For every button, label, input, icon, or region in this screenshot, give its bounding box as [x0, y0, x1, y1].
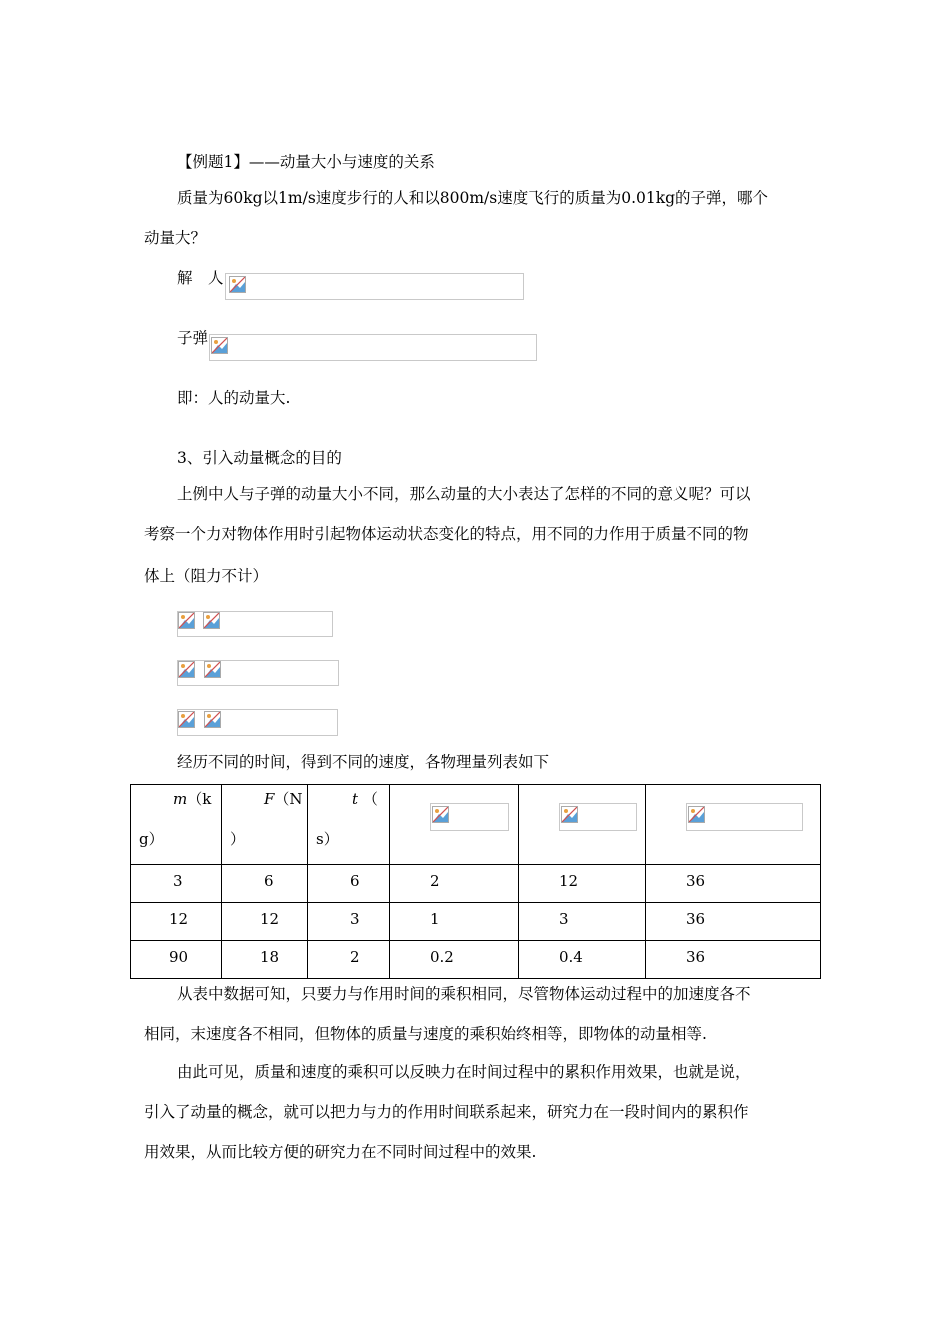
header-cell-image-b — [519, 785, 646, 865]
table-cell — [222, 941, 308, 979]
table-cell — [222, 865, 308, 903]
table-cell — [308, 941, 390, 979]
conclusion-p1-line-2: 相同，末速度各不相同，但物体的质量与速度的乘积始终相等，即物体的动量相等. — [144, 1025, 707, 1043]
formula-image-person — [225, 273, 524, 300]
table-row — [131, 865, 821, 903]
table-cell — [390, 903, 519, 941]
header-unit-part: ） — [230, 830, 246, 848]
broken-image-icon — [204, 661, 221, 678]
example-question-line-1: 质量为60kg以1m/s速度步行的人和以800m/s速度飞行的质量为0.01kg的子弹，哪个 — [177, 189, 769, 207]
table-row — [131, 941, 821, 979]
broken-image-icon — [688, 806, 705, 823]
cell-value: 2 — [350, 948, 360, 966]
example-conclusion: 即：人的动量大. — [177, 389, 291, 407]
header-unit-part: （N — [274, 790, 303, 808]
broken-image-icon — [203, 612, 220, 629]
broken-image-icon — [561, 806, 578, 823]
broken-image-icon — [229, 276, 246, 293]
broken-image-icon — [178, 661, 195, 678]
cell-value: 6 — [350, 872, 360, 890]
header-cell-image-a — [390, 785, 519, 865]
table-cell — [646, 865, 821, 903]
formula-image-bullet — [209, 334, 537, 361]
section3-para-line-3: 体上（阻力不计） — [144, 567, 269, 585]
broken-image-icon — [178, 612, 195, 629]
cell-value: 90 — [169, 948, 189, 966]
cell-value: 36 — [686, 948, 706, 966]
cell-value: 36 — [686, 872, 706, 890]
broken-image-icon — [432, 806, 449, 823]
header-unit-part: （k — [187, 790, 212, 808]
formula-image-2 — [177, 660, 339, 686]
header-unit-part: （ — [362, 790, 378, 808]
example-heading: 【例题1】——动量大小与速度的关系 — [177, 153, 435, 171]
header-var: m — [173, 790, 188, 808]
table-cell — [131, 941, 222, 979]
cell-value: 18 — [260, 948, 280, 966]
cell-value: 36 — [686, 910, 706, 928]
table-cell — [646, 903, 821, 941]
table-cell — [308, 865, 390, 903]
conclusion-p2-line-1: 由此可见，质量和速度的乘积可以反映力在时间过程中的累积作用效果，也就是说， — [177, 1063, 751, 1081]
solution-label-bullet: 子弹 — [177, 329, 209, 347]
cell-value: 3 — [350, 910, 360, 928]
conclusion-p1-line-1: 从表中数据可知，只要力与作用时间的乘积相同，尽管物体运动过程中的加速度各不 — [177, 985, 751, 1003]
table-cell — [390, 865, 519, 903]
conclusion-p2-line-3: 用效果，从而比较方便的研究力在不同时间过程中的效果. — [144, 1143, 537, 1161]
section3-para-line-1: 上例中人与子弹的动量大小不同，那么动量的大小表达了怎样的不同的意义呢？可以 — [177, 485, 751, 503]
formula-image-3 — [177, 709, 338, 736]
data-table — [130, 784, 821, 979]
cell-value: 1 — [430, 910, 440, 928]
header-unit-part: g） — [139, 830, 164, 848]
table-cell — [131, 903, 222, 941]
cell-value: 12 — [559, 872, 579, 890]
cell-value: 6 — [264, 872, 274, 890]
section3-heading: 3、引入动量概念的目的 — [177, 449, 342, 467]
broken-image-icon — [211, 337, 228, 354]
table-cell — [519, 941, 646, 979]
table-cell — [308, 903, 390, 941]
cell-value: 0.2 — [430, 948, 454, 966]
header-cell-mass — [131, 785, 222, 865]
header-var: F — [264, 790, 275, 808]
table-intro: 经历不同的时间，得到不同的速度，各物理量列表如下 — [177, 753, 550, 771]
cell-value: 0.4 — [559, 948, 583, 966]
cell-value: 2 — [430, 872, 440, 890]
cell-value: 3 — [559, 910, 569, 928]
header-var: t — [352, 790, 359, 808]
table-cell — [131, 865, 222, 903]
table-cell — [222, 903, 308, 941]
cell-value: 3 — [173, 872, 183, 890]
section3-para-line-2: 考察一个力对物体作用时引起物体运动状态变化的特点，用不同的力作用于质量不同的物 — [144, 525, 749, 543]
header-cell-image-c — [646, 785, 821, 865]
conclusion-p2-line-2: 引入了动量的概念，就可以把力与力的作用时间联系起来，研究力在一段时间内的累积作 — [144, 1103, 749, 1121]
broken-image-icon — [204, 711, 221, 728]
cell-value: 12 — [169, 910, 189, 928]
header-cell-force — [222, 785, 308, 865]
cell-value: 12 — [260, 910, 280, 928]
table-cell — [519, 865, 646, 903]
table-cell — [390, 941, 519, 979]
solution-label-person: 解 人 — [177, 269, 224, 287]
broken-image-icon — [178, 711, 195, 728]
example-question-line-2: 动量大？ — [144, 229, 207, 247]
header-unit-part: s） — [316, 830, 339, 848]
formula-image-1 — [177, 611, 333, 637]
table-row — [131, 903, 821, 941]
table-header-row — [131, 785, 821, 865]
table-cell — [519, 903, 646, 941]
table-cell — [646, 941, 821, 979]
header-cell-time — [308, 785, 390, 865]
